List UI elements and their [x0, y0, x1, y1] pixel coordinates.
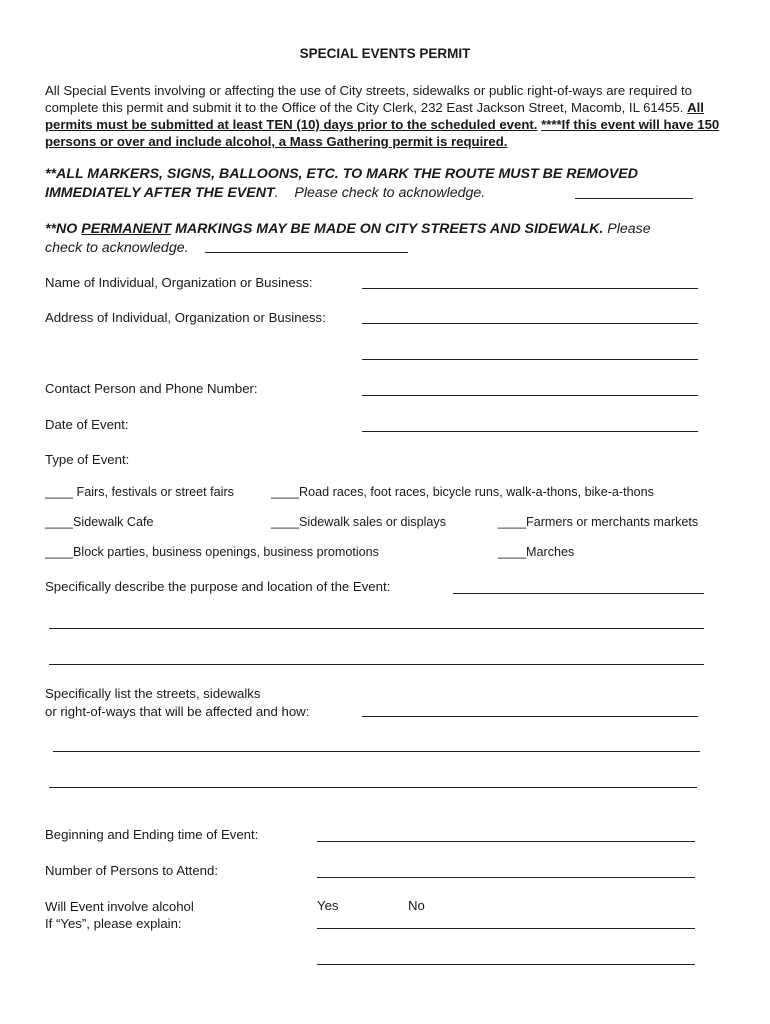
option-sidewalk-sales[interactable]: ____Sidewalk sales or displays [271, 515, 447, 529]
markers-ack-line[interactable] [575, 198, 693, 199]
option-races[interactable]: ____Road races, foot races, bicycle runs, walk-a-thons, bike-a-thons [271, 485, 654, 499]
option-farmers-markets[interactable]: ____Farmers or merchants markets [498, 515, 699, 529]
name-field[interactable] [362, 288, 698, 289]
type-label: Type of Event: [45, 452, 130, 467]
option-block-parties[interactable]: ____Block parties, business openings, business promotions [45, 545, 379, 559]
persons-field[interactable] [317, 877, 695, 878]
markings-ack-label: check to acknowledge. [45, 239, 189, 256]
describe-label: Specifically describe the purpose and location of the Event: [45, 579, 391, 594]
markers-notice: **ALL MARKERS, SIGNS, BALLOONS, ETC. TO MARK THE ROUTE MUST BE REMOVED IMMEDIATELY AFTER THE EVENT. Please check to acknowledge. [45, 166, 639, 201]
markers-notice-text: **ALL MARKERS, SIGNS, BALLOONS, ETC. TO MARK THE ROUTE MUST BE REMOVED IMMEDIATELY AFTER THE EVENT [45, 166, 639, 201]
describe-field-line-2[interactable] [49, 628, 704, 629]
deadline-notice: All permits must be submitted at least TEN (10) days prior to the scheduled event. [45, 100, 704, 132]
streets-field-line-2[interactable] [53, 751, 700, 752]
time-label: Beginning and Ending time of Event: [45, 827, 259, 842]
contact-field[interactable] [362, 395, 698, 396]
describe-field-line-1[interactable] [453, 593, 704, 594]
alcohol-explain-line-1[interactable] [317, 928, 695, 929]
markers-ack-label: Please check to acknowledge. [294, 184, 486, 201]
address-field-line-2[interactable] [362, 359, 698, 360]
markings-ack-line[interactable] [205, 252, 408, 253]
address-field-line-1[interactable] [362, 323, 698, 324]
date-label: Date of Event: [45, 417, 129, 432]
permanent-word: PERMANENT [81, 221, 172, 237]
contact-label: Contact Person and Phone Number: [45, 381, 258, 396]
option-sidewalk-cafe[interactable]: ____Sidewalk Cafe [45, 515, 154, 529]
date-field[interactable] [362, 431, 698, 432]
alcohol-explain-line-2[interactable] [317, 964, 695, 965]
markings-notice: **NO PERMANENT MARKINGS MAY BE MADE ON CITY STREETS AND SIDEWALK. Please check to acknowledge. [45, 221, 651, 256]
mass-gathering-notice: ****If this event will have 150 persons or over and include alcohol, a Mass Gathering permit is required. [45, 117, 720, 149]
intro-text: All Special Events involving or affecting the use of City streets, sidewalks or public right-of-ways are required to complete this permit and submit it to the Office of the City Clerk, 232 East Jackson Street, Macomb, IL 61455. [45, 83, 692, 115]
persons-label: Number of Persons to Attend: [45, 863, 218, 878]
option-marches[interactable]: ____Marches [498, 545, 575, 559]
intro-paragraph [45, 82, 735, 150]
time-field[interactable] [317, 841, 695, 842]
option-fairs[interactable]: ____ Fairs, festivals or street fairs [45, 485, 234, 499]
alcohol-no-option[interactable]: No [408, 898, 425, 913]
alcohol-yes-option[interactable]: Yes [317, 898, 339, 913]
alcohol-label: Will Event involve alcohol If “Yes”, please explain: [45, 899, 194, 931]
streets-label: Specifically list the streets, sidewalks or right-of-ways that will be affected and how: [45, 686, 310, 719]
streets-field-line-3[interactable] [49, 787, 697, 788]
page-title: SPECIAL EVENTS PERMIT [299, 46, 471, 61]
describe-field-line-3[interactable] [49, 664, 704, 665]
address-label: Address of Individual, Organization or Business: [45, 310, 326, 325]
streets-field-line-1[interactable] [362, 716, 698, 717]
name-label: Name of Individual, Organization or Business: [45, 275, 313, 290]
